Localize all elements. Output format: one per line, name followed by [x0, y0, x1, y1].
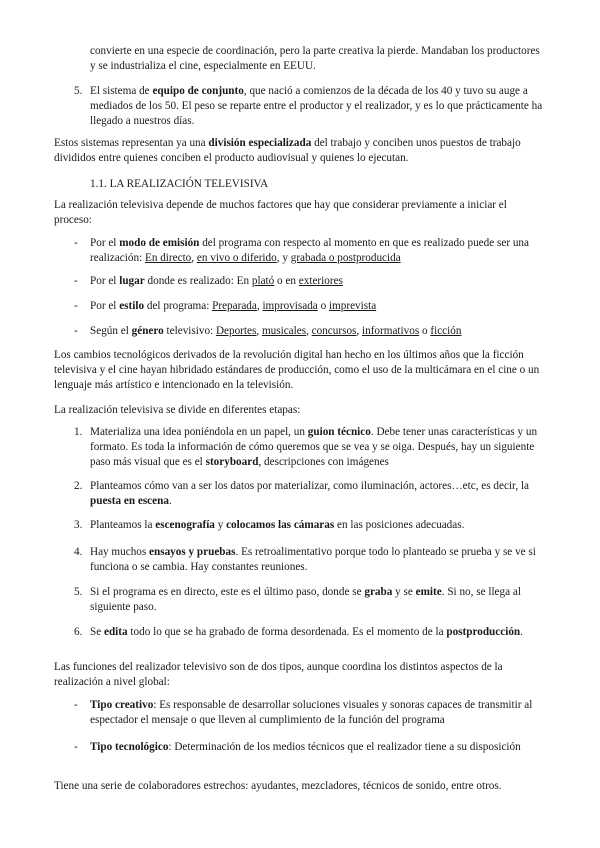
- stages-intro-paragraph: La realización televisiva se divide en diferentes etapas:: [54, 404, 301, 416]
- list-marker: 6.: [74, 626, 83, 638]
- collaborators-paragraph: Tiene una serie de colaboradores estrechos: ayudantes, mezcladores, técnicos de sonido, entre otros.: [54, 780, 502, 792]
- stage-item-5: [74, 585, 546, 615]
- list-marker: 5.: [74, 85, 83, 97]
- section-heading: 1.1. LA REALIZACIÓN TELEVISIVA: [90, 178, 269, 190]
- factor-item-emission-mode: [74, 236, 546, 266]
- functions-intro-paragraph: Las funciones del realizador televisivo son de dos tipos, aunque coordina los distintos aspectos de la realización a nivel global:: [54, 661, 503, 689]
- list-item-text: Hay muchos ensayos y pruebas. Es retroalimentativo porque todo lo planteado se prueba y se ve si funciona o se cambia. Hay constantes reuniones.: [90, 546, 536, 574]
- tech-changes-paragraph: Los cambios tecnológicos derivados de la revolución digital han hecho en los últimos años que la ficción televisiva y el cine hayan hibridado estándares de producción, como el uso de la multicámara en el cine o un lenguaje más artístico e intencionado en la televisión.: [54, 349, 540, 392]
- list-item-text: Por el modo de emisión del programa con respecto al momento en que es realizado puede ser una realización: En directo, en vivo o diferido, y grabada o postproducida: [90, 237, 529, 265]
- list-item-text: El sistema de equipo de conjunto, que nació a comienzos de la década de los 40 y tuvo su auge a mediados de los 50. El peso se reparte entre el productor y el realizador, y es lo que prácticamente ha llegado a nuestros días.: [90, 85, 543, 128]
- list-item-text: Materializa una idea poniéndola en un papel, un guion técnico. Debe tener unas características y un formato. Es toda la información de cómo queremos que se vea y se oiga. Después, hay un siguiente paso más visual que es el storyboard, descripciones con imágenes: [90, 426, 538, 469]
- list-item-text: Tipo creativo: Es responsable de desarrollar soluciones visuales y sonoras capaces de transmitir al espectador el mensaje o que lleven al cumplimiento de la función del programa: [90, 699, 533, 727]
- factor-item-genre: [74, 324, 546, 339]
- list-marker: -: [74, 237, 78, 249]
- stage-item-3: [74, 518, 546, 533]
- systems-list-item-5: [74, 84, 546, 130]
- stage-item-1: [74, 425, 546, 471]
- list-marker: 5.: [74, 586, 83, 598]
- list-marker: 2.: [74, 480, 83, 492]
- list-item-text: Según el género televisivo: Deportes, musicales, concursos, informativos o ficción: [90, 325, 462, 337]
- factors-intro-paragraph: La realización televisiva depende de muchos factores que hay que considerar previamente a iniciar el proceso:: [54, 199, 507, 227]
- stage-item-2: [74, 479, 546, 509]
- factor-item-location: [74, 274, 546, 289]
- list-item-text: Tipo tecnológico: Determinación de los medios técnicos que el realizador tiene a su disposición: [90, 741, 521, 753]
- list-marker: 3.: [74, 519, 83, 531]
- function-item-technological: [74, 740, 546, 755]
- list-marker: -: [74, 300, 78, 312]
- stage-item-6: [74, 625, 546, 640]
- prev-item-continuation: convierte en una especie de coordinación, pero la parte creativa la pierde. Mandaban los productores y se industrializa el cine, especialmente en EEUU.: [90, 45, 540, 73]
- list-marker: 1.: [74, 426, 83, 438]
- list-marker: -: [74, 741, 78, 753]
- stage-item-4: [74, 545, 546, 575]
- systems-summary-paragraph: Estos sistemas representan ya una división especializada del trabajo y conciben unos puestos de trabajo divididos entre quienes conciben el producto audiovisual y quienes lo ejecutan.: [54, 137, 521, 165]
- function-item-creative: [74, 698, 546, 728]
- list-item-text: Planteamos la escenografía y colocamos las cámaras en las posiciones adecuadas.: [90, 519, 465, 531]
- list-marker: -: [74, 275, 78, 287]
- list-marker: -: [74, 699, 78, 711]
- list-item-text: Por el lugar donde es realizado: En plató o en exteriores: [90, 275, 343, 287]
- list-marker: 4.: [74, 546, 83, 558]
- list-item-text: Si el programa es en directo, este es el último paso, donde se graba y se emite. Si no, se llega al siguiente paso.: [90, 586, 521, 614]
- list-item-text: Se edita todo lo que se ha grabado de forma desordenada. Es el momento de la postproducción.: [90, 626, 523, 638]
- list-item-text: Planteamos cómo van a ser los datos por materializar, como iluminación, actores…etc, es decir, la puesta en escena.: [90, 480, 529, 508]
- factor-item-style: [74, 299, 546, 314]
- list-marker: -: [74, 325, 78, 337]
- list-item-text: Por el estilo del programa: Preparada, improvisada o imprevista: [90, 300, 377, 312]
